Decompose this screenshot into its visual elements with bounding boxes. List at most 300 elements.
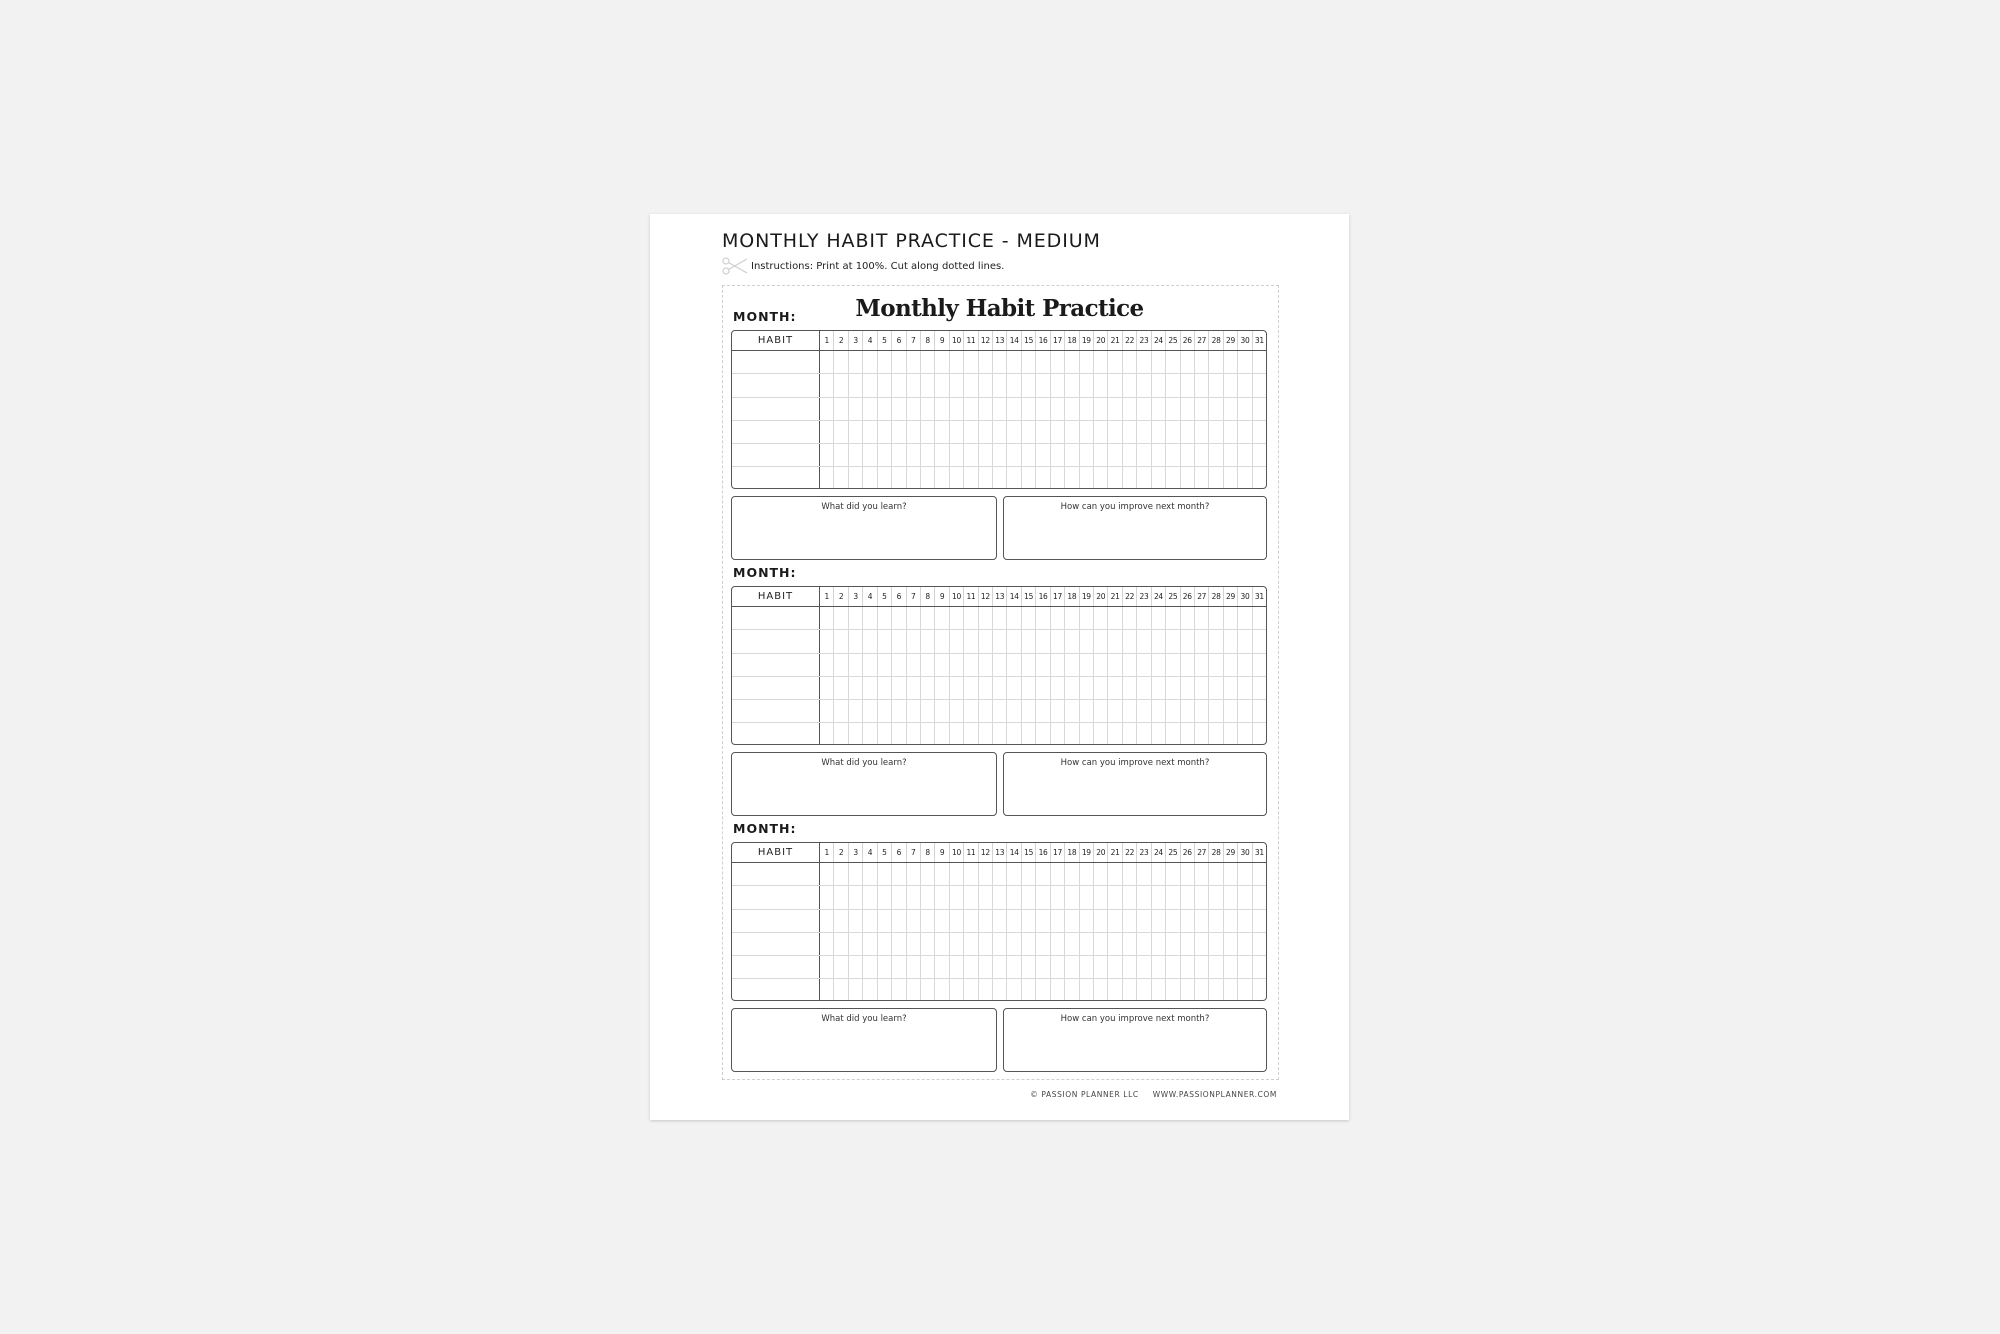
day-check-cell[interactable] bbox=[820, 607, 834, 629]
day-check-cell[interactable] bbox=[1152, 444, 1166, 466]
day-check-cell[interactable] bbox=[993, 654, 1007, 676]
day-check-cell[interactable] bbox=[979, 467, 993, 489]
day-check-cell[interactable] bbox=[834, 723, 848, 745]
day-check-cell[interactable] bbox=[1137, 467, 1151, 489]
day-check-cell[interactable] bbox=[878, 700, 892, 722]
day-check-cell[interactable] bbox=[892, 956, 906, 978]
day-check-cell[interactable] bbox=[1195, 886, 1209, 908]
day-check-cell[interactable] bbox=[1166, 351, 1180, 373]
day-check-cell[interactable] bbox=[1065, 886, 1079, 908]
day-check-cell[interactable] bbox=[1108, 677, 1122, 699]
habit-name-cell[interactable] bbox=[732, 351, 820, 373]
day-check-cell[interactable] bbox=[892, 863, 906, 885]
day-check-cell[interactable] bbox=[993, 630, 1007, 652]
day-check-cell[interactable] bbox=[1224, 607, 1238, 629]
day-check-cell[interactable] bbox=[834, 886, 848, 908]
day-check-cell[interactable] bbox=[907, 351, 921, 373]
day-check-cell[interactable] bbox=[1108, 444, 1122, 466]
day-check-cell[interactable] bbox=[1224, 723, 1238, 745]
day-check-cell[interactable] bbox=[1137, 444, 1151, 466]
day-check-cell[interactable] bbox=[1007, 398, 1021, 420]
day-check-cell[interactable] bbox=[950, 421, 964, 443]
day-check-cell[interactable] bbox=[820, 700, 834, 722]
day-check-cell[interactable] bbox=[935, 398, 949, 420]
improve-next-month-box[interactable] bbox=[1003, 1008, 1267, 1072]
day-check-cell[interactable] bbox=[1080, 630, 1094, 652]
day-check-cell[interactable] bbox=[1195, 654, 1209, 676]
day-check-cell[interactable] bbox=[1224, 467, 1238, 489]
day-check-cell[interactable] bbox=[863, 910, 877, 932]
day-check-cell[interactable] bbox=[1065, 630, 1079, 652]
day-check-cell[interactable] bbox=[1166, 933, 1180, 955]
day-check-cell[interactable] bbox=[849, 956, 863, 978]
day-check-cell[interactable] bbox=[1108, 421, 1122, 443]
day-check-cell[interactable] bbox=[935, 956, 949, 978]
day-check-cell[interactable] bbox=[1080, 723, 1094, 745]
day-check-cell[interactable] bbox=[834, 910, 848, 932]
day-check-cell[interactable] bbox=[1253, 607, 1266, 629]
day-check-cell[interactable] bbox=[1238, 630, 1252, 652]
day-check-cell[interactable] bbox=[1094, 886, 1108, 908]
day-check-cell[interactable] bbox=[1051, 398, 1065, 420]
day-check-cell[interactable] bbox=[1108, 886, 1122, 908]
day-check-cell[interactable] bbox=[1224, 886, 1238, 908]
day-check-cell[interactable] bbox=[921, 863, 935, 885]
day-check-cell[interactable] bbox=[1209, 467, 1223, 489]
day-check-cell[interactable] bbox=[1195, 607, 1209, 629]
day-check-cell[interactable] bbox=[1224, 956, 1238, 978]
day-check-cell[interactable] bbox=[1036, 351, 1050, 373]
day-check-cell[interactable] bbox=[1094, 910, 1108, 932]
day-check-cell[interactable] bbox=[1022, 654, 1036, 676]
day-check-cell[interactable] bbox=[1152, 607, 1166, 629]
day-check-cell[interactable] bbox=[1007, 886, 1021, 908]
day-check-cell[interactable] bbox=[964, 421, 978, 443]
day-check-cell[interactable] bbox=[820, 467, 834, 489]
day-check-cell[interactable] bbox=[1238, 351, 1252, 373]
day-check-cell[interactable] bbox=[820, 723, 834, 745]
day-check-cell[interactable] bbox=[1238, 467, 1252, 489]
day-check-cell[interactable] bbox=[834, 467, 848, 489]
day-check-cell[interactable] bbox=[921, 910, 935, 932]
day-check-cell[interactable] bbox=[1195, 351, 1209, 373]
day-check-cell[interactable] bbox=[1094, 863, 1108, 885]
day-check-cell[interactable] bbox=[834, 654, 848, 676]
day-check-cell[interactable] bbox=[979, 607, 993, 629]
day-check-cell[interactable] bbox=[849, 700, 863, 722]
day-check-cell[interactable] bbox=[863, 421, 877, 443]
day-check-cell[interactable] bbox=[1152, 933, 1166, 955]
day-check-cell[interactable] bbox=[1238, 444, 1252, 466]
day-check-cell[interactable] bbox=[993, 607, 1007, 629]
day-check-cell[interactable] bbox=[1181, 467, 1195, 489]
day-check-cell[interactable] bbox=[1152, 700, 1166, 722]
day-check-cell[interactable] bbox=[964, 677, 978, 699]
day-check-cell[interactable] bbox=[964, 956, 978, 978]
day-check-cell[interactable] bbox=[907, 374, 921, 396]
day-check-cell[interactable] bbox=[1224, 444, 1238, 466]
day-check-cell[interactable] bbox=[1123, 398, 1137, 420]
day-check-cell[interactable] bbox=[1007, 956, 1021, 978]
day-check-cell[interactable] bbox=[1094, 444, 1108, 466]
day-check-cell[interactable] bbox=[1007, 444, 1021, 466]
day-check-cell[interactable] bbox=[1152, 654, 1166, 676]
day-check-cell[interactable] bbox=[907, 933, 921, 955]
day-check-cell[interactable] bbox=[1181, 374, 1195, 396]
day-check-cell[interactable] bbox=[1108, 723, 1122, 745]
day-check-cell[interactable] bbox=[935, 677, 949, 699]
day-check-cell[interactable] bbox=[1108, 654, 1122, 676]
day-check-cell[interactable] bbox=[1253, 351, 1266, 373]
day-check-cell[interactable] bbox=[964, 467, 978, 489]
day-check-cell[interactable] bbox=[993, 910, 1007, 932]
day-check-cell[interactable] bbox=[907, 467, 921, 489]
day-check-cell[interactable] bbox=[1137, 956, 1151, 978]
day-check-cell[interactable] bbox=[907, 607, 921, 629]
day-check-cell[interactable] bbox=[979, 444, 993, 466]
day-check-cell[interactable] bbox=[1137, 607, 1151, 629]
day-check-cell[interactable] bbox=[1238, 933, 1252, 955]
day-check-cell[interactable] bbox=[1224, 863, 1238, 885]
day-check-cell[interactable] bbox=[921, 933, 935, 955]
day-check-cell[interactable] bbox=[993, 700, 1007, 722]
day-check-cell[interactable] bbox=[1007, 607, 1021, 629]
day-check-cell[interactable] bbox=[863, 654, 877, 676]
day-check-cell[interactable] bbox=[1224, 910, 1238, 932]
day-check-cell[interactable] bbox=[1022, 467, 1036, 489]
day-check-cell[interactable] bbox=[820, 933, 834, 955]
day-check-cell[interactable] bbox=[820, 421, 834, 443]
day-check-cell[interactable] bbox=[1195, 374, 1209, 396]
day-check-cell[interactable] bbox=[950, 351, 964, 373]
day-check-cell[interactable] bbox=[1094, 956, 1108, 978]
day-check-cell[interactable] bbox=[849, 677, 863, 699]
day-check-cell[interactable] bbox=[993, 398, 1007, 420]
day-check-cell[interactable] bbox=[1108, 863, 1122, 885]
day-check-cell[interactable] bbox=[964, 979, 978, 1001]
day-check-cell[interactable] bbox=[979, 421, 993, 443]
day-check-cell[interactable] bbox=[863, 700, 877, 722]
day-check-cell[interactable] bbox=[1022, 607, 1036, 629]
day-check-cell[interactable] bbox=[979, 886, 993, 908]
day-check-cell[interactable] bbox=[921, 654, 935, 676]
day-check-cell[interactable] bbox=[1181, 910, 1195, 932]
day-check-cell[interactable] bbox=[1108, 351, 1122, 373]
day-check-cell[interactable] bbox=[1152, 979, 1166, 1001]
day-check-cell[interactable] bbox=[1137, 351, 1151, 373]
day-check-cell[interactable] bbox=[950, 863, 964, 885]
day-check-cell[interactable] bbox=[1166, 700, 1180, 722]
habit-name-cell[interactable] bbox=[732, 398, 820, 420]
day-check-cell[interactable] bbox=[863, 467, 877, 489]
day-check-cell[interactable] bbox=[935, 886, 949, 908]
day-check-cell[interactable] bbox=[1007, 723, 1021, 745]
day-check-cell[interactable] bbox=[849, 351, 863, 373]
day-check-cell[interactable] bbox=[921, 398, 935, 420]
day-check-cell[interactable] bbox=[849, 933, 863, 955]
day-check-cell[interactable] bbox=[1123, 886, 1137, 908]
day-check-cell[interactable] bbox=[1007, 979, 1021, 1001]
day-check-cell[interactable] bbox=[1108, 630, 1122, 652]
day-check-cell[interactable] bbox=[1051, 886, 1065, 908]
day-check-cell[interactable] bbox=[950, 910, 964, 932]
day-check-cell[interactable] bbox=[979, 723, 993, 745]
day-check-cell[interactable] bbox=[1108, 979, 1122, 1001]
day-check-cell[interactable] bbox=[820, 351, 834, 373]
day-check-cell[interactable] bbox=[1108, 700, 1122, 722]
day-check-cell[interactable] bbox=[993, 723, 1007, 745]
day-check-cell[interactable] bbox=[964, 607, 978, 629]
day-check-cell[interactable] bbox=[1137, 421, 1151, 443]
day-check-cell[interactable] bbox=[1224, 421, 1238, 443]
day-check-cell[interactable] bbox=[1238, 421, 1252, 443]
day-check-cell[interactable] bbox=[1253, 886, 1266, 908]
day-check-cell[interactable] bbox=[1166, 677, 1180, 699]
day-check-cell[interactable] bbox=[1152, 886, 1166, 908]
day-check-cell[interactable] bbox=[1094, 933, 1108, 955]
what-did-you-learn-box[interactable] bbox=[731, 1008, 997, 1072]
day-check-cell[interactable] bbox=[1108, 956, 1122, 978]
day-check-cell[interactable] bbox=[964, 398, 978, 420]
day-check-cell[interactable] bbox=[834, 630, 848, 652]
day-check-cell[interactable] bbox=[878, 351, 892, 373]
what-did-you-learn-box[interactable] bbox=[731, 496, 997, 560]
day-check-cell[interactable] bbox=[1036, 444, 1050, 466]
day-check-cell[interactable] bbox=[1137, 374, 1151, 396]
day-check-cell[interactable] bbox=[1051, 700, 1065, 722]
day-check-cell[interactable] bbox=[1195, 630, 1209, 652]
day-check-cell[interactable] bbox=[1080, 444, 1094, 466]
day-check-cell[interactable] bbox=[820, 654, 834, 676]
day-check-cell[interactable] bbox=[820, 979, 834, 1001]
day-check-cell[interactable] bbox=[935, 654, 949, 676]
day-check-cell[interactable] bbox=[834, 979, 848, 1001]
day-check-cell[interactable] bbox=[1253, 979, 1266, 1001]
day-check-cell[interactable] bbox=[1051, 421, 1065, 443]
day-check-cell[interactable] bbox=[1065, 910, 1079, 932]
day-check-cell[interactable] bbox=[1253, 630, 1266, 652]
day-check-cell[interactable] bbox=[892, 886, 906, 908]
day-check-cell[interactable] bbox=[1253, 398, 1266, 420]
day-check-cell[interactable] bbox=[921, 723, 935, 745]
day-check-cell[interactable] bbox=[935, 700, 949, 722]
day-check-cell[interactable] bbox=[1123, 630, 1137, 652]
day-check-cell[interactable] bbox=[1253, 467, 1266, 489]
day-check-cell[interactable] bbox=[950, 933, 964, 955]
day-check-cell[interactable] bbox=[964, 910, 978, 932]
day-check-cell[interactable] bbox=[1209, 374, 1223, 396]
day-check-cell[interactable] bbox=[878, 374, 892, 396]
day-check-cell[interactable] bbox=[907, 863, 921, 885]
day-check-cell[interactable] bbox=[892, 723, 906, 745]
day-check-cell[interactable] bbox=[1209, 654, 1223, 676]
day-check-cell[interactable] bbox=[1238, 886, 1252, 908]
day-check-cell[interactable] bbox=[1137, 863, 1151, 885]
day-check-cell[interactable] bbox=[993, 374, 1007, 396]
day-check-cell[interactable] bbox=[849, 910, 863, 932]
habit-name-cell[interactable] bbox=[732, 467, 820, 489]
day-check-cell[interactable] bbox=[1036, 630, 1050, 652]
improve-next-month-box[interactable] bbox=[1003, 752, 1267, 816]
day-check-cell[interactable] bbox=[979, 351, 993, 373]
day-check-cell[interactable] bbox=[1123, 677, 1137, 699]
day-check-cell[interactable] bbox=[993, 933, 1007, 955]
day-check-cell[interactable] bbox=[964, 351, 978, 373]
day-check-cell[interactable] bbox=[1253, 863, 1266, 885]
day-check-cell[interactable] bbox=[1253, 700, 1266, 722]
day-check-cell[interactable] bbox=[1195, 467, 1209, 489]
day-check-cell[interactable] bbox=[979, 677, 993, 699]
day-check-cell[interactable] bbox=[921, 677, 935, 699]
habit-name-cell[interactable] bbox=[732, 863, 820, 885]
day-check-cell[interactable] bbox=[1036, 723, 1050, 745]
day-check-cell[interactable] bbox=[863, 886, 877, 908]
day-check-cell[interactable] bbox=[950, 467, 964, 489]
day-check-cell[interactable] bbox=[1152, 467, 1166, 489]
day-check-cell[interactable] bbox=[1080, 654, 1094, 676]
day-check-cell[interactable] bbox=[1022, 351, 1036, 373]
day-check-cell[interactable] bbox=[1209, 398, 1223, 420]
day-check-cell[interactable] bbox=[921, 351, 935, 373]
day-check-cell[interactable] bbox=[1065, 421, 1079, 443]
day-check-cell[interactable] bbox=[1080, 421, 1094, 443]
day-check-cell[interactable] bbox=[964, 700, 978, 722]
day-check-cell[interactable] bbox=[950, 886, 964, 908]
day-check-cell[interactable] bbox=[1181, 398, 1195, 420]
day-check-cell[interactable] bbox=[878, 886, 892, 908]
day-check-cell[interactable] bbox=[1195, 863, 1209, 885]
day-check-cell[interactable] bbox=[935, 863, 949, 885]
day-check-cell[interactable] bbox=[1152, 374, 1166, 396]
day-check-cell[interactable] bbox=[1123, 654, 1137, 676]
day-check-cell[interactable] bbox=[935, 421, 949, 443]
day-check-cell[interactable] bbox=[935, 467, 949, 489]
day-check-cell[interactable] bbox=[863, 933, 877, 955]
day-check-cell[interactable] bbox=[1152, 398, 1166, 420]
day-check-cell[interactable] bbox=[907, 956, 921, 978]
day-check-cell[interactable] bbox=[1209, 700, 1223, 722]
day-check-cell[interactable] bbox=[1224, 654, 1238, 676]
day-check-cell[interactable] bbox=[1094, 723, 1108, 745]
day-check-cell[interactable] bbox=[892, 700, 906, 722]
day-check-cell[interactable] bbox=[863, 630, 877, 652]
day-check-cell[interactable] bbox=[892, 467, 906, 489]
day-check-cell[interactable] bbox=[950, 979, 964, 1001]
day-check-cell[interactable] bbox=[935, 607, 949, 629]
day-check-cell[interactable] bbox=[849, 630, 863, 652]
day-check-cell[interactable] bbox=[820, 630, 834, 652]
day-check-cell[interactable] bbox=[950, 956, 964, 978]
day-check-cell[interactable] bbox=[1007, 654, 1021, 676]
day-check-cell[interactable] bbox=[1036, 956, 1050, 978]
day-check-cell[interactable] bbox=[935, 910, 949, 932]
day-check-cell[interactable] bbox=[1051, 351, 1065, 373]
habit-name-cell[interactable] bbox=[732, 956, 820, 978]
day-check-cell[interactable] bbox=[1181, 444, 1195, 466]
day-check-cell[interactable] bbox=[950, 607, 964, 629]
day-check-cell[interactable] bbox=[1094, 351, 1108, 373]
day-check-cell[interactable] bbox=[892, 933, 906, 955]
day-check-cell[interactable] bbox=[1123, 956, 1137, 978]
day-check-cell[interactable] bbox=[1036, 654, 1050, 676]
day-check-cell[interactable] bbox=[1152, 677, 1166, 699]
day-check-cell[interactable] bbox=[964, 654, 978, 676]
day-check-cell[interactable] bbox=[834, 421, 848, 443]
day-check-cell[interactable] bbox=[1224, 351, 1238, 373]
day-check-cell[interactable] bbox=[1108, 398, 1122, 420]
day-check-cell[interactable] bbox=[993, 467, 1007, 489]
day-check-cell[interactable] bbox=[979, 933, 993, 955]
day-check-cell[interactable] bbox=[1181, 723, 1195, 745]
day-check-cell[interactable] bbox=[1209, 607, 1223, 629]
day-check-cell[interactable] bbox=[1181, 351, 1195, 373]
day-check-cell[interactable] bbox=[1051, 979, 1065, 1001]
day-check-cell[interactable] bbox=[849, 607, 863, 629]
day-check-cell[interactable] bbox=[1195, 956, 1209, 978]
day-check-cell[interactable] bbox=[1007, 467, 1021, 489]
day-check-cell[interactable] bbox=[1007, 677, 1021, 699]
day-check-cell[interactable] bbox=[1123, 910, 1137, 932]
day-check-cell[interactable] bbox=[1166, 630, 1180, 652]
day-check-cell[interactable] bbox=[935, 979, 949, 1001]
day-check-cell[interactable] bbox=[878, 444, 892, 466]
day-check-cell[interactable] bbox=[1152, 910, 1166, 932]
day-check-cell[interactable] bbox=[1051, 444, 1065, 466]
day-check-cell[interactable] bbox=[863, 351, 877, 373]
day-check-cell[interactable] bbox=[1195, 421, 1209, 443]
day-check-cell[interactable] bbox=[849, 374, 863, 396]
day-check-cell[interactable] bbox=[964, 863, 978, 885]
day-check-cell[interactable] bbox=[1022, 444, 1036, 466]
day-check-cell[interactable] bbox=[849, 886, 863, 908]
day-check-cell[interactable] bbox=[892, 630, 906, 652]
day-check-cell[interactable] bbox=[1166, 910, 1180, 932]
day-check-cell[interactable] bbox=[820, 863, 834, 885]
day-check-cell[interactable] bbox=[1036, 863, 1050, 885]
day-check-cell[interactable] bbox=[1022, 979, 1036, 1001]
day-check-cell[interactable] bbox=[907, 444, 921, 466]
day-check-cell[interactable] bbox=[1123, 607, 1137, 629]
day-check-cell[interactable] bbox=[1094, 654, 1108, 676]
day-check-cell[interactable] bbox=[1094, 421, 1108, 443]
day-check-cell[interactable] bbox=[907, 910, 921, 932]
website-link[interactable]: WWW.PASSIONPLANNER.COM bbox=[1152, 1090, 1277, 1099]
day-check-cell[interactable] bbox=[1007, 910, 1021, 932]
day-check-cell[interactable] bbox=[1209, 444, 1223, 466]
day-check-cell[interactable] bbox=[1065, 374, 1079, 396]
day-check-cell[interactable] bbox=[1137, 654, 1151, 676]
day-check-cell[interactable] bbox=[1080, 910, 1094, 932]
day-check-cell[interactable] bbox=[1253, 910, 1266, 932]
day-check-cell[interactable] bbox=[979, 979, 993, 1001]
day-check-cell[interactable] bbox=[979, 863, 993, 885]
day-check-cell[interactable] bbox=[1080, 607, 1094, 629]
day-check-cell[interactable] bbox=[921, 886, 935, 908]
habit-name-cell[interactable] bbox=[732, 630, 820, 652]
day-check-cell[interactable] bbox=[1209, 677, 1223, 699]
habit-name-cell[interactable] bbox=[732, 886, 820, 908]
day-check-cell[interactable] bbox=[1007, 700, 1021, 722]
habit-name-cell[interactable] bbox=[732, 654, 820, 676]
day-check-cell[interactable] bbox=[1065, 444, 1079, 466]
day-check-cell[interactable] bbox=[935, 723, 949, 745]
day-check-cell[interactable] bbox=[1022, 886, 1036, 908]
day-check-cell[interactable] bbox=[1152, 351, 1166, 373]
day-check-cell[interactable] bbox=[1137, 933, 1151, 955]
day-check-cell[interactable] bbox=[1036, 607, 1050, 629]
day-check-cell[interactable] bbox=[820, 886, 834, 908]
day-check-cell[interactable] bbox=[1080, 677, 1094, 699]
